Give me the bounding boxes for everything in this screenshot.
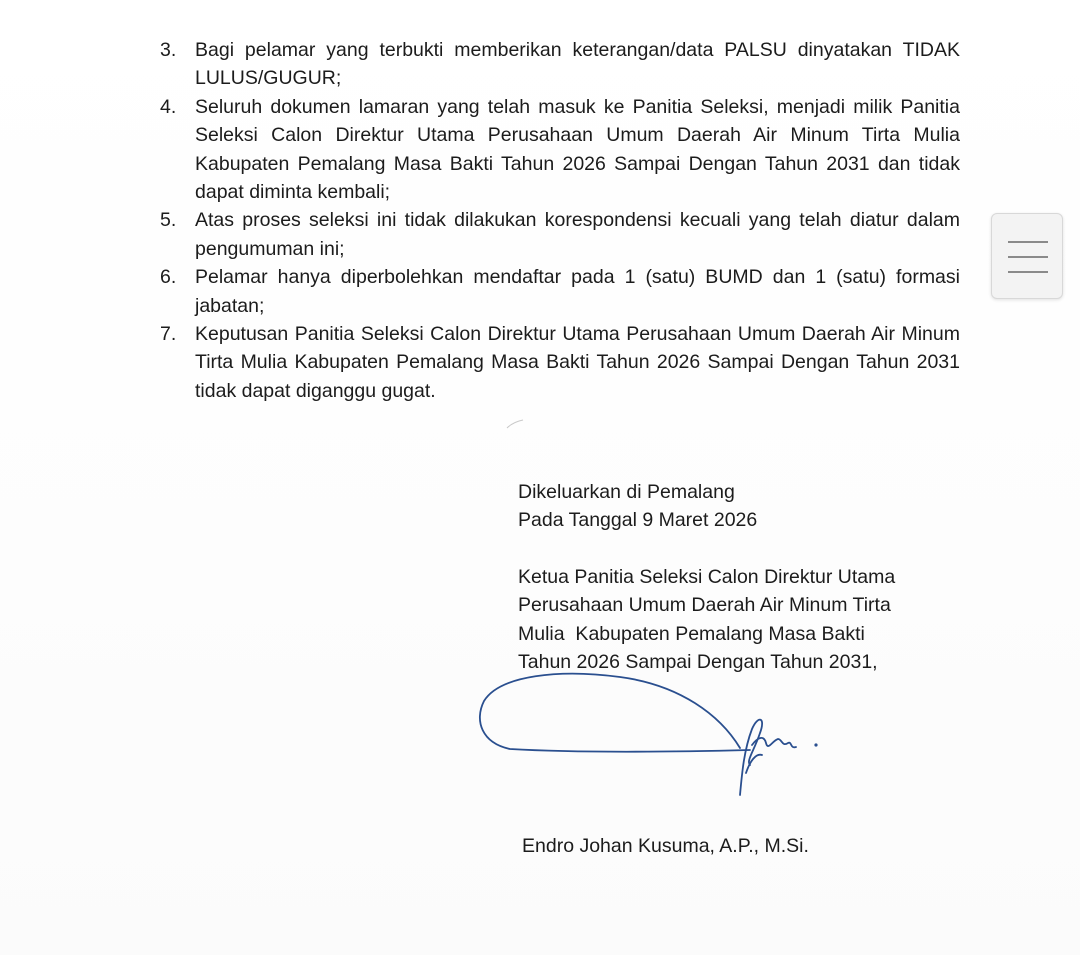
scan-mark	[505, 418, 525, 430]
list-item-number: 3.	[160, 39, 177, 61]
signer-title-line: Perusahaan Umum Daerah Air Minum Tirta	[518, 594, 891, 617]
list-item-number: 5.	[160, 209, 177, 232]
signer-title-line: Ketua Panitia Seleksi Calon Direktur Utama	[518, 565, 896, 588]
hamburger-menu-icon	[1008, 241, 1048, 243]
list-item-text: Bagi pelamar yang terbukti memberikan keterangan/data PALSU dinyatakan TIDAK LULUS/GUGUR;	[195, 39, 960, 90]
list-item-number: 7.	[160, 323, 177, 346]
signer-name: Endro Johan Kusuma, A.P., M.Si.	[522, 835, 809, 857]
spacer	[518, 535, 978, 563]
hamburger-menu-icon	[1008, 256, 1048, 258]
list-item	[160, 263, 960, 320]
list-item-number: 6.	[160, 266, 177, 289]
list-item-text: Keputusan Panitia Seleksi Calon Direktur Utama Perusahaan Umum Daerah Air Minum Tirta Mulia Kabupaten Pemalang Masa Bakti Tahun 2026 Sampai Dengan Tahun 2031 tidak dapat diganggu gugat.	[195, 323, 960, 402]
issued-place: Dikeluarkan di Pemalang	[518, 481, 735, 503]
requirements-list	[160, 36, 960, 405]
list-item	[160, 206, 960, 263]
list-item-text: Pelamar hanya diperbolehkan mendaftar pada 1 (satu) BUMD dan 1 (satu) formasi jabatan;	[195, 266, 960, 317]
signature-block	[518, 478, 978, 676]
signer-title-line: Tahun 2026 Sampai Dengan Tahun 2031,	[518, 651, 878, 674]
list-item-number: 4.	[160, 95, 177, 118]
menu-button[interactable]	[991, 213, 1063, 299]
issued-date: Pada Tanggal 9 Maret 2026	[518, 509, 758, 532]
list-item-text: Seluruh dokumen lamaran yang telah masuk ke Panitia Seleksi, menjadi milik Panitia Seleksi Calon Direktur Utama Perusahaan Umum Daerah Air Minum Tirta Mulia Kabupaten Pemalang Masa Bakti Tahun 2026 Sampai Dengan Tahun 2031 dan tidak dapat diminta kembali;	[195, 95, 960, 204]
list-item	[160, 93, 960, 207]
list-item	[160, 320, 960, 405]
list-item-text: Atas proses seleksi ini tidak dilakukan korespondensi kecuali yang telah diatur dalam pengumuman ini;	[195, 209, 960, 260]
list-item	[160, 36, 960, 93]
hamburger-menu-icon	[1008, 271, 1048, 273]
signer-title-line: Mulia Kabupaten Pemalang Masa Bakti	[518, 622, 865, 645]
handwritten-signature	[470, 655, 830, 805]
